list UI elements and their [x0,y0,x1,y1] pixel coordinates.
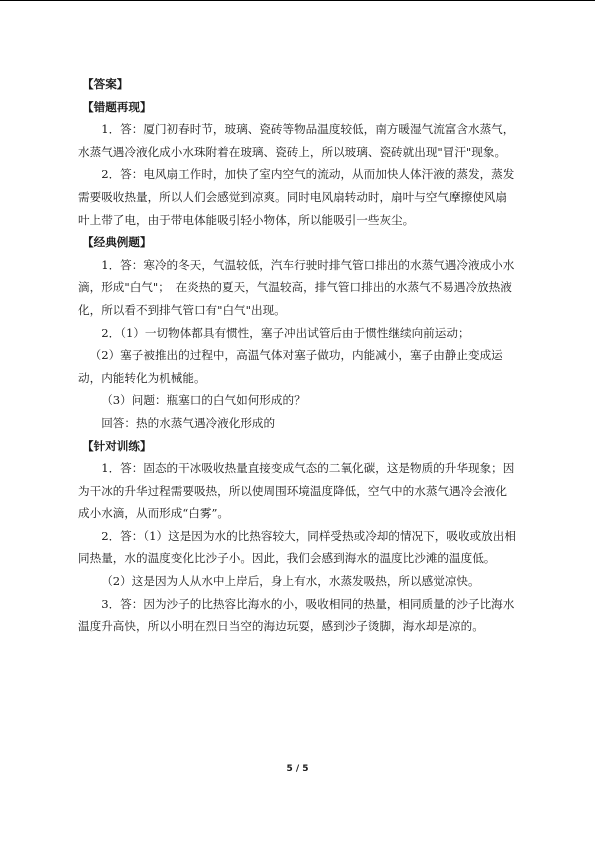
training-heading: 【针对训练】 [82,438,152,453]
classic-answer-2-part-4: 回答：热的水蒸气遇冷液化形成的 [101,415,276,430]
training-answer-3: 3．答：因为沙子的比热容比海水的小，吸收相同的热量，相同质量的沙子比海水温度升高快，所以小明在烈日当空的海边玩耍，感到沙子烫脚，海水却是凉的。 [78,596,515,634]
classic-answer-1: 1．答：寒冷的冬天，气温较低，汽车行驶时排气管口排出的水蒸气遇冷液成小水滴，形成"白气"； 在炎热的夏天，气温较高，排气管口排出的水蒸气不易遇冷放热液化，所以看不到排气管口有"白气"出现。 [78,257,515,317]
top-rule [0,0,595,1]
training-answer-1: 1．答：固态的干冰吸收热量直接变成气态的二氧化碳，这是物质的升华现象；因为干冰的升华过程需要吸热，所以使周围环境温度降低，空气中的水蒸气遇冷会液化成小水滴，从而形成“白雾”。 [78,461,515,521]
page-number: 5 / 5 [286,764,309,774]
answer-heading: 【答案】 [82,77,129,91]
classic-answer-2-part-3: （3）问题：瓶塞口的白气如何形成的？ [101,393,306,408]
classic-answer-2-part-1: 2．（1）一切物体都具有惯性，塞子冲出试管后由于惯性继续向前运动； [101,325,470,340]
mistakes-heading: 【错题再现】 [82,99,152,114]
training-answer-2-part-2: （2）这是因为人从水中上岸后，身上有水，水蒸发吸热，所以感觉凉快。 [101,574,480,589]
document-body [78,73,518,638]
training-answer-2-part-1: 2．答：（1）这是因为水的比热容较大，同样受热或冷却的情况下，吸收或放出相同热量，水的温度变化比沙子小。因此，我们会感到海水的温度比沙滩的温度低。 [78,528,516,566]
classic-heading: 【经典例题】 [82,235,152,250]
mistakes-answer-2: 2．答：电风扇工作时，加快了室内空气的流动，从而加快人体汗液的蒸发，蒸发需要吸收热量，所以人们会感觉到凉爽。同时电风扇转动时，扇叶与空气摩擦使风扇叶上带了电，由于带电体能吸引轻小物体，所以能吸引一些灰尘。 [78,167,515,227]
mistakes-answer-1: 1．答：厦门初春时节，玻璃、瓷砖等物品温度较低，南方暖湿气流富含水蒸气，水蒸气遇冷液化成小水珠附着在玻璃、瓷砖上，所以玻璃、瓷砖就出现"冒汗"现象。 [78,122,515,159]
classic-answer-2-part-2: （2）塞子被推出的过程中，高温气体对塞子做功，内能减小，塞子由静止变成运动，内能转化为机械能。 [78,348,503,385]
